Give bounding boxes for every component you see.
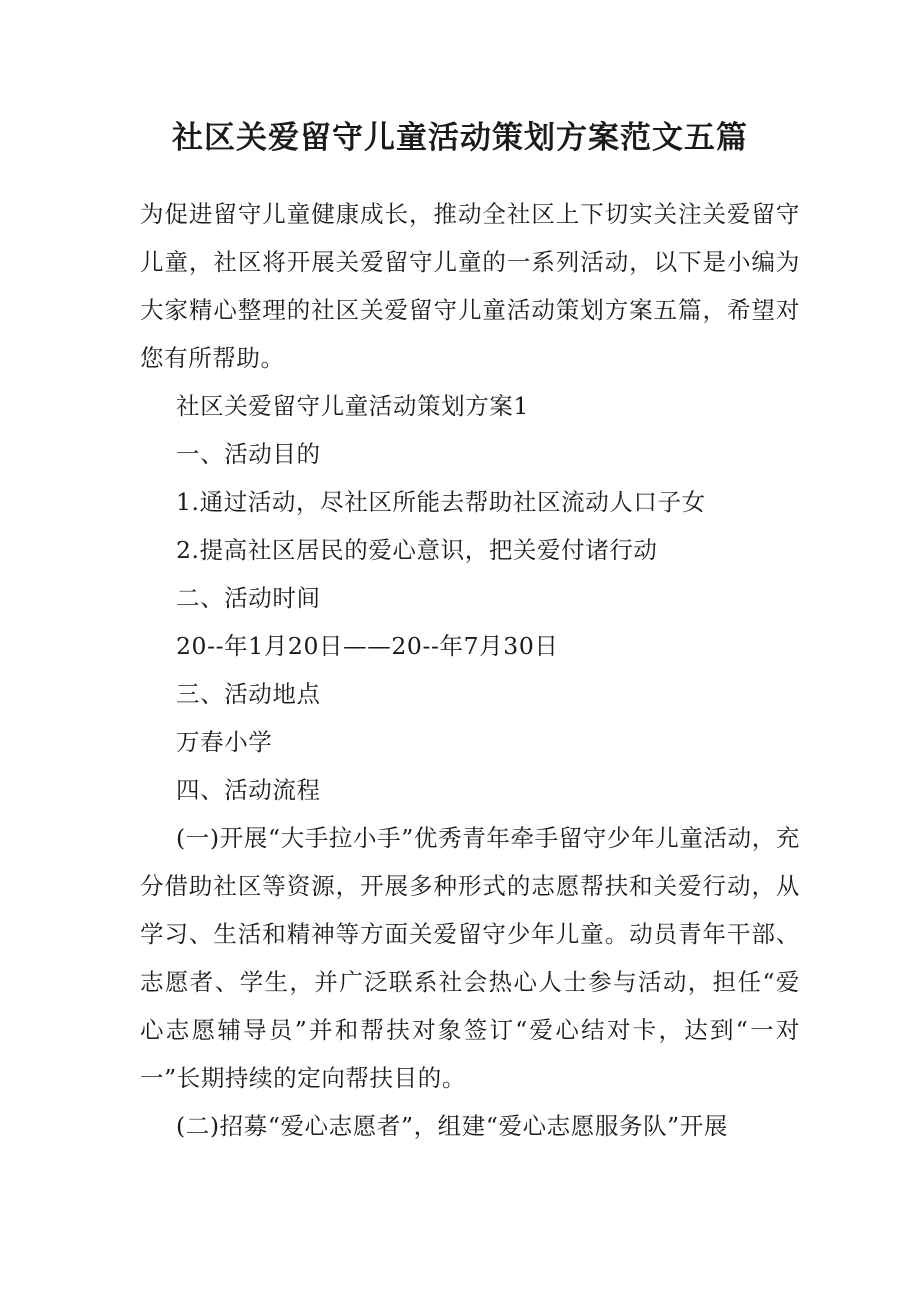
intro-paragraph: 为促进留守儿童健康成长，推动全社区上下切实关注关爱留守儿童，社区将开展关爱留守儿童的一系列活动，以下是小编为大家精心整理的社区关爱留守儿童活动策划方案五篇，希望对您有所帮助。: [140, 200, 800, 372]
process-paragraph-2: (二)招募“爱心志愿者”，组建“爱心志愿服务队”开展: [176, 1112, 728, 1140]
section-heading-purpose: 一、活动目的: [176, 440, 321, 468]
section-heading-process: 四、活动流程: [176, 776, 321, 804]
section-heading-time: 二、活动时间: [176, 584, 321, 612]
activity-location: 万春小学: [176, 728, 273, 756]
document-title: 社区关爱留守儿童活动策划方案范文五篇: [172, 120, 748, 156]
section-heading-plan-1: 社区关爱留守儿童活动策划方案1: [176, 392, 529, 420]
purpose-item-1: 1.通过活动，尽社区所能去帮助社区流动人口子女: [176, 488, 706, 516]
activity-time: 20--年1月20日——20--年7月30日: [176, 632, 559, 660]
process-paragraph-1: (一)开展“大手拉小手”优秀青年牵手留守少年儿童活动，充分借助社区等资源，开展多种形式的志愿帮扶和关爱行动，从学习、生活和精神等方面关爱留守少年儿童。动员青年干部、志愿者、学生，并广泛联系社会热心人士参与活动，担任“爱心志愿辅导员”并和帮扶对象签订“爱心结对卡，达到“一对一”长期持续的定向帮扶目的。: [140, 824, 800, 1092]
document-body: [140, 190, 800, 1150]
purpose-item-2: 2.提高社区居民的爱心意识，把关爱付诸行动: [176, 536, 658, 564]
section-heading-location: 三、活动地点: [176, 680, 321, 708]
